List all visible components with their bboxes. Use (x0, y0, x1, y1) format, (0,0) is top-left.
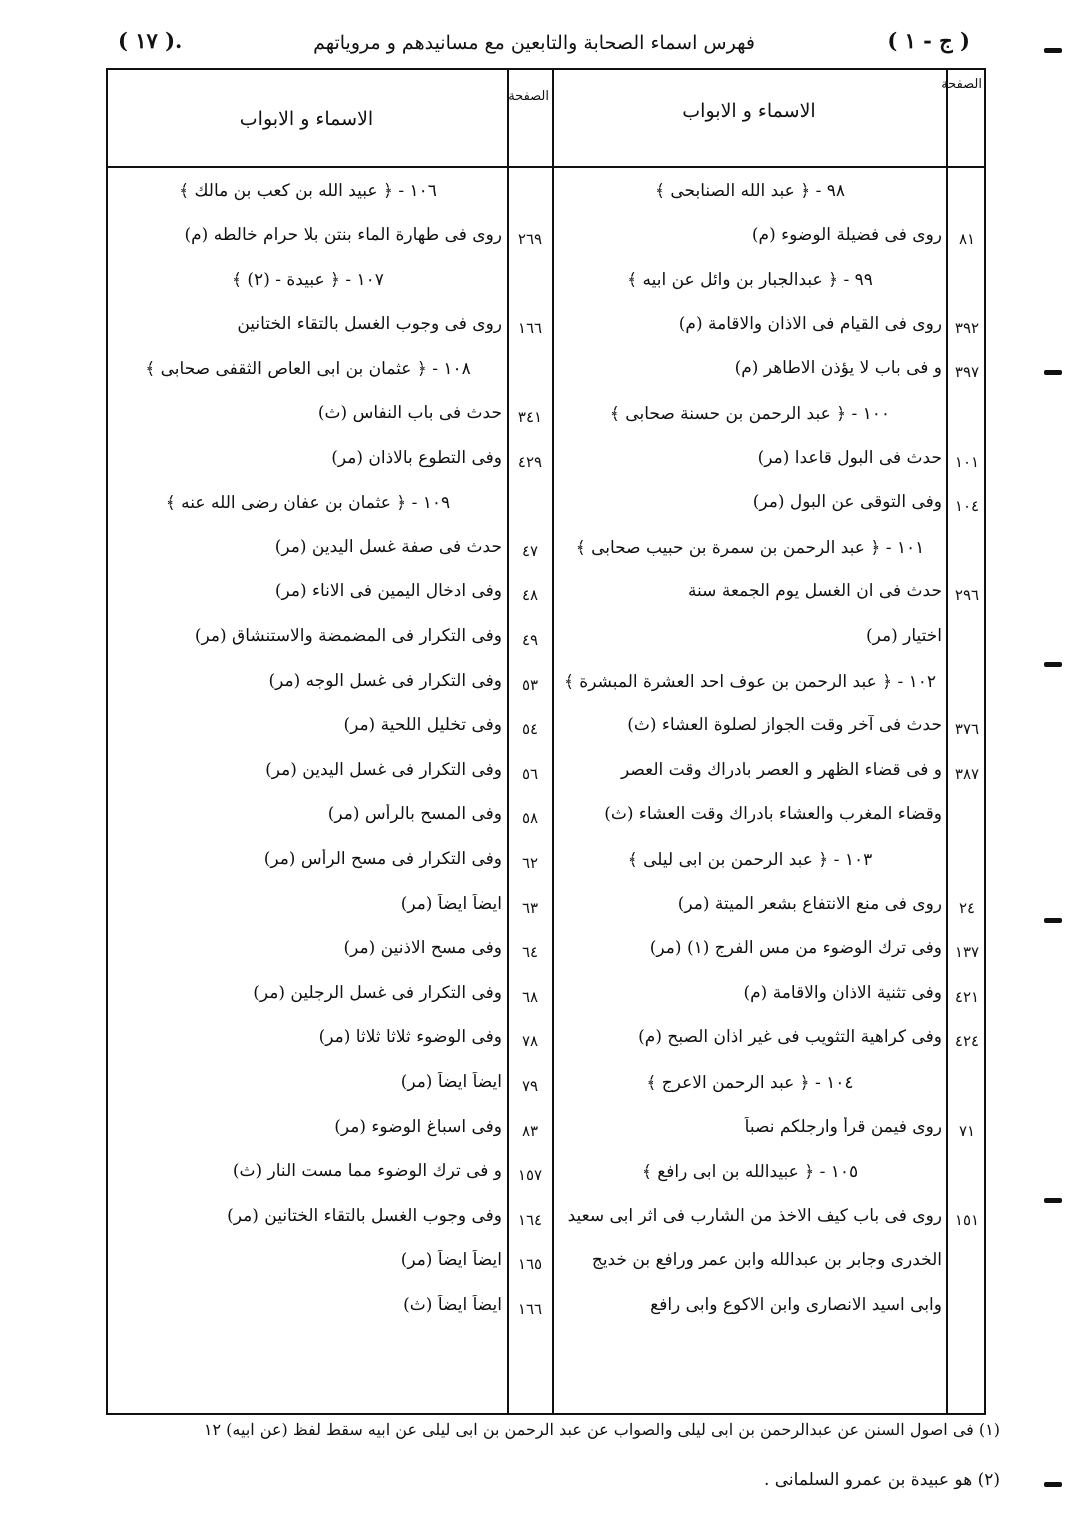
right-page-ref: ٣٩٢ (954, 319, 980, 337)
margin-mark (1044, 918, 1062, 923)
right-page-ref: ١٠٤ (954, 497, 980, 515)
left-page-ref: ١٦٦ (517, 319, 543, 337)
left-page-ref: ٣٤١ (517, 408, 543, 426)
left-entry-line: ايضاً ايضاً (ث) (403, 1295, 502, 1315)
right-page-ref: ٢٤ (958, 899, 976, 917)
left-page-ref: ٨٣ (521, 1122, 539, 1140)
right-page-ref: ٣٧٦ (954, 720, 980, 738)
right-entry-heading: ١٠٥ - ﴿ عبيدالله بن ابى رافع ﴾ (641, 1162, 859, 1182)
left-entry-line: و فى ترك الوضوء مما مست النار (ث) (232, 1161, 502, 1181)
right-entry-line: حدث فى آخر وقت الجواز لصلوة العشاء (ث) (627, 715, 942, 735)
left-entry-line: وفى وجوب الغسل بالتقاء الختانين (مر) (227, 1206, 502, 1226)
right-entry-line: وقضاء المغرب والعشاء بادراك وقت العشاء (ث) (604, 804, 942, 824)
left-entry-heading: ١٠٧ - ﴿ عبيدة - (٢) ﴾ (232, 270, 384, 290)
left-entry-line: وفى التكرار فى غسل اليدين (مر) (265, 760, 502, 780)
left-page-ref: ٥٤ (521, 720, 539, 738)
left-entry-line: وفى المسح بالرأس (مر) (327, 804, 502, 824)
right-entry-line: وفى كراهية التثويب فى غير اذان الصبح (م) (638, 1027, 942, 1047)
right-entry-line: وفى ترك الوضوء من مس الفرج (١) (مر) (649, 938, 942, 958)
page-column-header-right: الصفحة (941, 77, 982, 92)
right-entry-heading: ١٠٠ - ﴿ عبد الرحمن بن حسنة صحابى ﴾ (609, 404, 891, 424)
column-header-left: الاسماء و الابواب (239, 108, 374, 130)
right-entry-line: و فى باب لا يؤذن الاطاهر (م) (734, 358, 942, 378)
right-page-ref: ٣٨٧ (954, 765, 980, 783)
left-entry-line: وفى اسباغ الوضوء (مر) (334, 1117, 502, 1137)
left-entry-line: ايضاً ايضاً (مر) (400, 894, 502, 914)
left-page-ref: ١٦٥ (517, 1255, 543, 1273)
right-entry-line: روى فى فضيلة الوضوء (م) (751, 225, 942, 245)
left-page-ref: ٥٦ (521, 765, 539, 783)
left-page-ref: ٤٩ (521, 631, 539, 649)
right-entry-line: روى فى القيام فى الاذان والاقامة (م) (678, 314, 942, 334)
left-page-ref: ٢٦٩ (517, 230, 543, 248)
header-rule (106, 166, 986, 168)
left-page-ref: ٤٢٩ (517, 453, 543, 471)
right-entry-heading: ١٠٢ - ﴿ عبد الرحمن بن عوف احد العشرة المبشرة ﴾ (563, 672, 937, 692)
right-entry-line: وابى اسيد الانصارى وابن الاكوع وابى رافع (650, 1295, 942, 1315)
left-entry-line: وفى التكرار فى غسل الوجه (مر) (268, 671, 502, 691)
right-entry-line: وفى التوقى عن البول (مر) (752, 492, 942, 512)
left-entry-heading: ١٠٩ - ﴿ عثمان بن عفان رضى الله عنه ﴾ (165, 493, 451, 513)
right-entry-line: حدث فى البول قاعدا (مر) (757, 448, 942, 468)
left-page-ref: ٤٨ (521, 586, 539, 604)
column-header-right: الاسماء و الابواب (682, 100, 816, 122)
left-page-ref: ٧٩ (521, 1077, 539, 1095)
page-title: فهرس اسماء الصحابة والتابعين مع مسانيدهم و مروياتهم (313, 32, 755, 54)
left-entry-line: وفى الوضوء ثلاثا ثلاثا (مر) (318, 1027, 502, 1047)
left-page-ref: ٦٤ (521, 943, 539, 961)
left-page-ref: ٦٢ (521, 854, 539, 872)
left-entry-line: وفى التكرار فى مسح الرأس (مر) (263, 849, 502, 869)
right-entry-line: وفى تثنية الاذان والاقامة (م) (743, 983, 942, 1003)
right-entry-line: روى فى باب كيف الاخذ من الشارب فى اثر ابى سعيد (567, 1206, 942, 1226)
footnote-1: (١) فى اصول السنن عن عبدالرحمن بن ابى ليلى والصواب عن عبد الرحمن بن ابى ليلى عن ابيه سقط لفظ (عن ابيه) ١٢ (203, 1420, 1000, 1439)
column-divider (552, 68, 554, 1415)
left-page-ref: ٤٧ (521, 542, 539, 560)
left-entry-line: ايضاً ايضاً (مر) (400, 1072, 502, 1092)
right-entry-heading: ١٠١ - ﴿ عبد الرحمن بن سمرة بن حبيب صحابى ﴾ (575, 538, 925, 558)
left-entry-line: وفى مسح الاذنين (مر) (343, 938, 502, 958)
left-entry-heading: ١٠٨ - ﴿ عثمان بن ابى العاص الثقفى صحابى ﴾ (145, 359, 471, 379)
left-page-ref: ٥٣ (521, 676, 539, 694)
left-entry-line: وفى ادخال اليمين فى الاناء (مر) (274, 581, 502, 601)
left-entry-line: ايضاً ايضاً (مر) (400, 1250, 502, 1270)
right-page-ref: ١٣٧ (954, 943, 980, 961)
left-entry-line: وفى تخليل اللحية (مر) (343, 715, 502, 735)
right-entry-line: اختيار (مر) (865, 626, 942, 646)
margin-mark (1044, 1198, 1062, 1203)
left-page-ref: ٦٨ (521, 988, 539, 1006)
right-entry-heading: ٩٨ - ﴿ عبد الله الصنابحى ﴾ (654, 181, 846, 201)
volume-label: ( ج - ١ ) (887, 28, 970, 53)
left-entry-line: وفى التطوع بالاذان (مر) (331, 448, 502, 468)
left-page-ref: ١٥٧ (517, 1166, 543, 1184)
right-entry-line: روى فيمن قرأ وارجلكم نصباً (744, 1117, 942, 1137)
left-entry-line: وفى التكرار فى غسل الرجلين (مر) (253, 983, 502, 1003)
right-entry-line: حدث فى ان الغسل يوم الجمعة سنة (687, 581, 942, 601)
left-page-ref: ١٦٤ (517, 1211, 543, 1229)
right-entry-heading: ٩٩ - ﴿ عبدالجبار بن وائل عن ابيه ﴾ (627, 270, 873, 290)
right-page-ref: ١٥١ (954, 1211, 980, 1229)
right-entry-heading: ١٠٣ - ﴿ عبد الرحمن بن ابى ليلى ﴾ (627, 850, 873, 870)
footnote-2: (٢) هو عبيدة بن عمرو السلمانى . (763, 1470, 1000, 1490)
margin-mark (1044, 370, 1062, 375)
right-entry-heading: ١٠٤ - ﴿ عبد الرحمن الاعرج ﴾ (646, 1073, 854, 1093)
right-page-ref: ٤٢٤ (954, 1032, 980, 1050)
right-entry-line: روى فى منع الانتفاع بشعر الميتة (مر) (677, 894, 942, 914)
right-page-ref: ٣٩٧ (954, 363, 980, 381)
page-column-header-left: الصفحة (508, 89, 549, 104)
margin-mark (1044, 1482, 1062, 1487)
left-entry-line: وفى التكرار فى المضمضة والاستنشاق (مر) (194, 626, 502, 646)
right-page-ref: ٧١ (958, 1122, 976, 1140)
left-page-ref: ٥٨ (521, 809, 539, 827)
left-page-ref: ١٦٦ (517, 1300, 543, 1318)
right-entry-line: و فى قضاء الظهر و العصر بادراك وقت العصر (621, 760, 942, 780)
left-entry-line: روى فى طهارة الماء بنتن بلا حرام خالطه (م) (184, 225, 502, 245)
page-number: ( ١٧ ). (118, 28, 183, 53)
right-page-ref: ٢٩٦ (954, 586, 980, 604)
right-page-ref: ٨١ (958, 230, 976, 248)
left-entry-line: روى فى وجوب الغسل بالتقاء الختانين (237, 314, 502, 334)
left-entry-heading: ١٠٦ - ﴿ عبيد الله بن كعب بن مالك ﴾ (179, 181, 437, 201)
footer-rule (106, 1413, 986, 1415)
margin-mark (1044, 48, 1062, 53)
left-entry-line: حدث فى صفة غسل اليدين (مر) (274, 537, 502, 557)
right-page-ref: ١٠١ (954, 453, 980, 471)
margin-mark (1044, 662, 1062, 667)
right-entry-line: الخدرى وجابر بن عبدالله وابن عمر ورافع بن خديج (591, 1250, 942, 1270)
left-page-ref: ٧٨ (521, 1032, 539, 1050)
left-page-ref: ٦٣ (521, 899, 539, 917)
left-entry-line: حدث فى باب النفاس (ث) (317, 403, 502, 423)
right-page-ref: ٤٢١ (954, 988, 980, 1006)
